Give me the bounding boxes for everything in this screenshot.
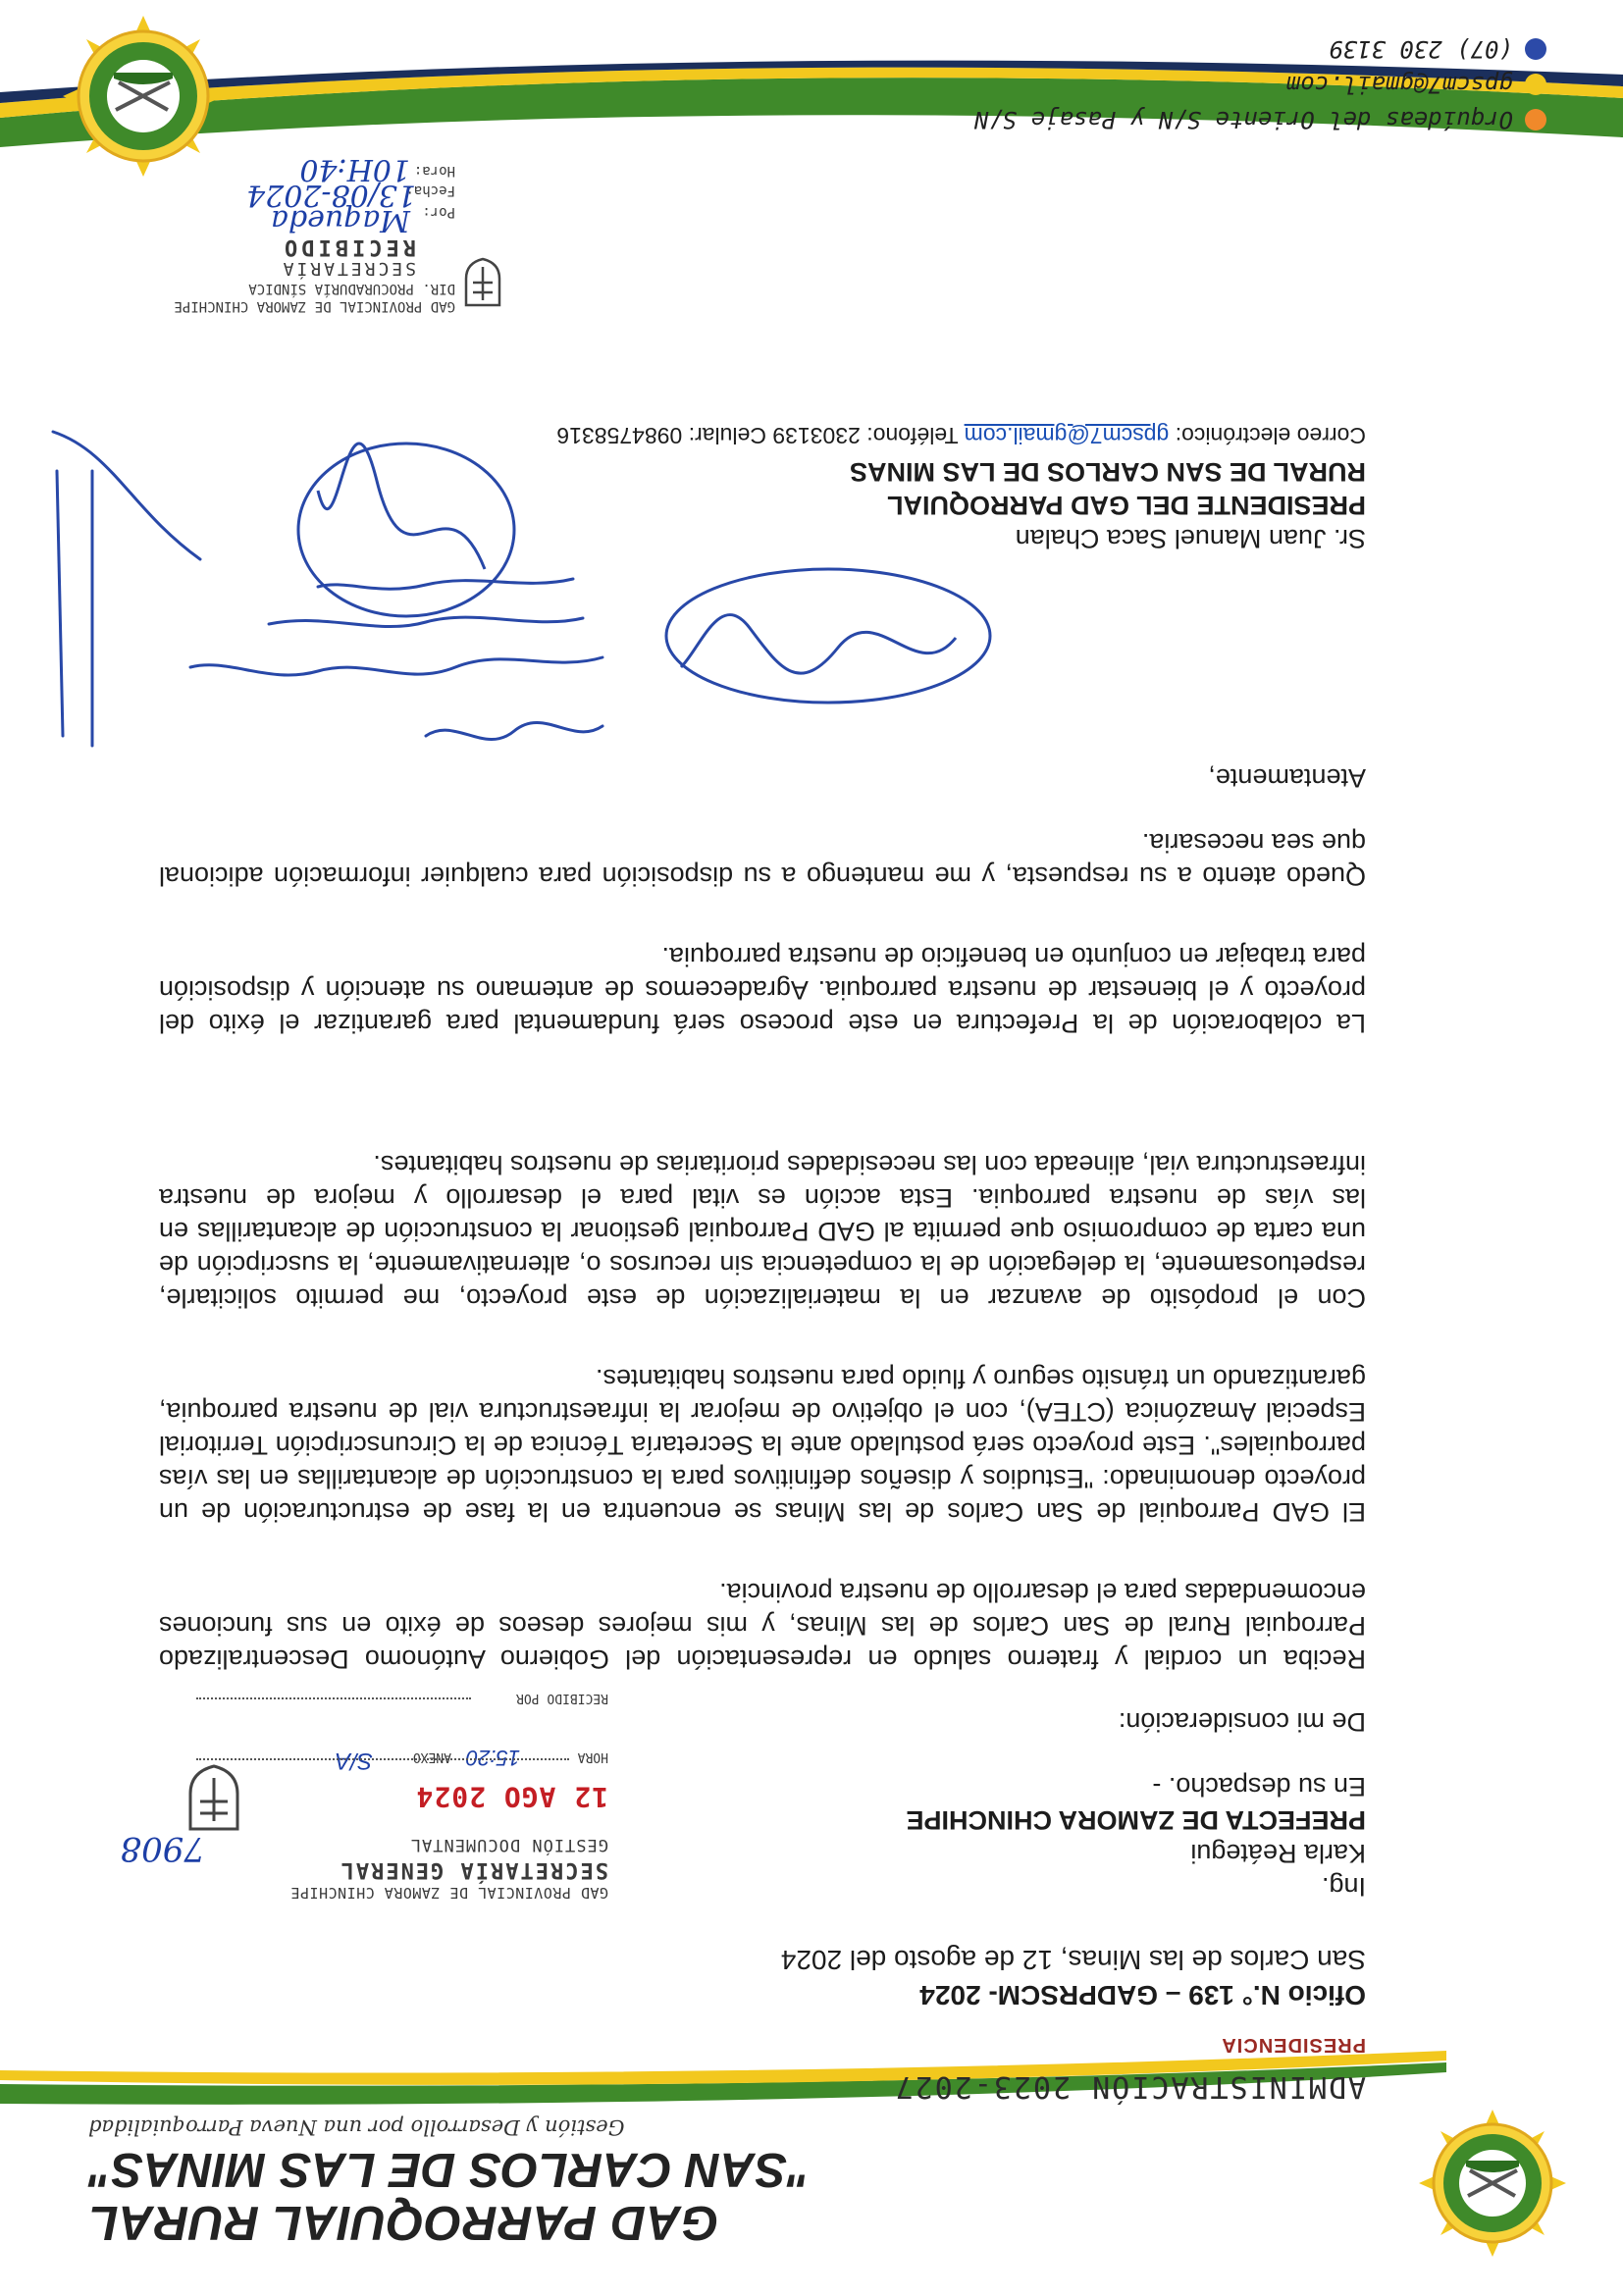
parish-seal-icon [1419,2110,1566,2257]
body-paragraph: Quedo atento a su respuesta, y me mantengo a su disposición para cualquier información adicional que sea necesaria. [159,828,1366,891]
stamp-date: 12 AGO 2024 [415,1781,608,1813]
stamp-line: RECIBIDO [281,235,416,259]
location-pin-icon [1525,109,1546,130]
footer-phone-text: (07) 230 3139 [1329,35,1513,63]
header-title: GAD PARROQUIAL RURAL [88,2196,719,2249]
stamp-dotted-line [196,1758,569,1760]
body-paragraph: La colaboración de la Prefectura en este proceso será fundamental para garantizar el éxito del proyecto y el bienestar de nuestra parroquia. Agradecemos de antemano su atención y disposición para trabajar en conjunto en beneficio de nuestra parroquia. [159,942,1366,1038]
body-paragraph: Con el propósito de avanzar en la materialización de este proyecto, me permito solicitarle, respetuosamente, la delegación de la competencia sin recursos o, alternativamente, la suscripción de una carta de compromiso que permita al GAD Parroquial gestionar la construcción de alcantarillas en las vías de nuestra parroquia. Esta acción es vital para el desarrollo y mejora de nuestra infraestructura vial, alineada con las necesidades prioritarias de nuestros habitantes. [159,1150,1366,1313]
phone-label: Teléfono: [866,423,959,448]
closing: Atentamente, [1208,763,1366,793]
footer-address [974,106,1546,133]
provincial-emblem-icon [186,1764,241,1833]
provincial-emblem-icon [463,257,502,308]
header-slogan: Gestión y Desarrollo por una Nueva Parroquialidad [88,2115,625,2139]
stamp-anexo-label: ANEXO [412,1749,451,1764]
signer-signature [661,559,995,726]
phone-icon [1525,38,1546,60]
footer-phone [1329,35,1546,63]
signer-name: Sr. Juan Manuel Saca Chalan [1015,524,1366,553]
recipient-honorific: Ing. [1321,1872,1366,1902]
handwritten-registry-number: 7908 [120,1829,205,1868]
stamp-line: GAD PROVINCIAL DE ZAMORA CHINCHIPE [174,298,455,314]
stamp-line: GAD PROVINCIAL DE ZAMORA CHINCHIPE [289,1884,608,1902]
stamp-line: DIR. PROCURADURÍA SÍNDICA [248,281,455,296]
footer-email-text[interactable]: gpscm7@gmail.com [1285,71,1513,98]
stamp-hora-label: HORA [577,1749,608,1764]
signer-title: RURAL DE SAN CARLOS DE LAS MINAS [849,457,1366,487]
header-subtitle: "SAN CARLOS DE LAS MINAS" [88,2143,811,2196]
handwritten-received-by: Maqueda [271,203,410,237]
place-date: San Carlos de las Minas, 12 de agosto del 2024 [780,1945,1366,1975]
recipient-despacho: En su despacho. - [1152,1772,1366,1801]
mail-icon [1525,74,1546,95]
recipient-title: PREFECTA DE ZAMORA CHINCHIPE [906,1805,1366,1835]
greeting: De mi consideración: [1118,1707,1366,1737]
stamp-line: SECRETARÍA GENERAL [339,1857,608,1882]
footer-address-text: Orquídeas del Oriente S/N y Pasaje S/N [973,106,1513,133]
signer-contact [556,420,1366,451]
parish-seal-icon [63,16,224,177]
stamp-line: GESTIÓN DOCUMENTAL [409,1835,608,1854]
stamp-line: SECRETARÍA [280,258,416,279]
stamp-anexo-value: S/A [335,1748,373,1774]
body-paragraph: El GAD Parroquial de San Carlos de las Minas se encuentra en la fase de estructuración de un proyecto denominado: "Estudios y diseños definitivos para la construcción de alcantarillas en las vías parroquiales". Este proyecto será postulado ante la Secretaría Técnica de la Circunscripción Territorial Especial Amazónica (CTEA), con el objetivo de mejorar la infraestructura vial de nuestra parroquia, garantizando un tránsito seguro y fluido para nuestros habitantes. [159,1364,1366,1527]
handwritten-received-date: 13/08-2024 [246,178,416,212]
stamp-fecha-label: Fecha: [405,183,455,198]
body-paragraph: Reciba un cordial y fraterno saludo en representación del Gobierno Autónomo Descentralizado Parroquial Rural de San Carlos de las Minas, y mis mejores deseos de éxito en sus funciones encomendadas para el desarrollo de nuestra provincia. [159,1578,1366,1674]
footer-email [1286,71,1546,98]
phone-number: 2303139 [772,423,861,448]
recipient-name: Karla Reátegui [1190,1839,1366,1868]
email-link[interactable]: gpscm7@gmail.com [964,423,1170,448]
handwritten-signature-circle [288,432,524,628]
department-label: PRESIDENCIA [1221,2034,1366,2056]
cell-label: Celular: [688,423,766,448]
signer-title: PRESIDENTE DEL GAD PARROQUIAL [886,491,1366,520]
handwritten-received-time: 10H:40 [299,152,410,186]
stamp-hora-label: Hora: [413,163,455,179]
stamp-dotted-line [196,1697,471,1699]
email-label: Correo electrónico: [1175,423,1366,448]
document-reference: Oficio N.° 139 – GADPRSCM- 2024 [919,1980,1366,2010]
administration-period: ADMINISTRACIÓN 2023-2027 [893,2069,1366,2104]
stamp-por-label: Por: [422,204,455,220]
cell-number: 0984758316 [556,423,683,448]
stamp-hora-value: 15:20 [465,1746,520,1770]
stamp-received-by-label: RECIBIDO POR [516,1691,608,1705]
reception-stamp-secretaria [186,1656,608,1902]
